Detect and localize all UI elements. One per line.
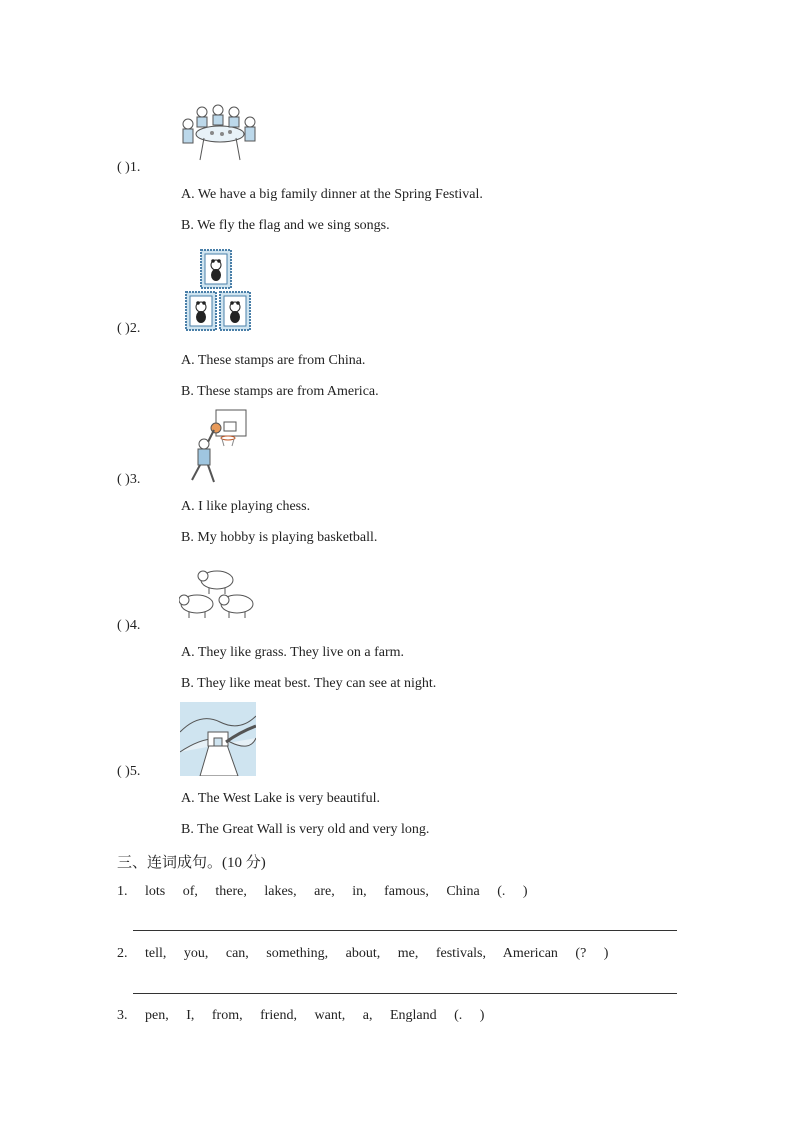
panda-stamps-picture [184, 248, 252, 334]
option-a: A. They like grass. They live on a farm. [181, 645, 405, 660]
option-b: B. My hobby is playing basketball. [181, 530, 378, 545]
section-title: 三、连词成句。(10 分) [117, 855, 266, 871]
family-dinner-picture [180, 104, 258, 162]
option-b: B. The Great Wall is very old and very long. [181, 822, 430, 837]
option-b: B. These stamps are from America. [181, 384, 379, 399]
option-b: B. We fly the flag and we sing songs. [181, 218, 390, 233]
answer-blank-1[interactable]: ( )1. [117, 160, 141, 175]
question-number: 4. [129, 618, 141, 633]
option-b: B. They like meat best. They can see at night. [181, 676, 437, 691]
great-wall-picture [180, 702, 256, 776]
question-number: 1. [129, 160, 141, 175]
question-number: 5. [129, 764, 141, 779]
option-a: A. The West Lake is very beautiful. [181, 791, 380, 806]
answer-blank-2[interactable]: ( )2. [117, 321, 141, 336]
answer-blank-3[interactable]: ( )3. [117, 472, 141, 487]
answer-blank-4[interactable]: ( )4. [117, 618, 141, 633]
sentence-item-3: 3. pen, I, from, friend, want, a, England (. ) [117, 1008, 485, 1023]
answer-line-1[interactable] [133, 930, 677, 931]
answer-blank-5[interactable]: ( )5. [117, 764, 141, 779]
sentence-item-2: 2. tell, you, can, something, about, me, festivals, American (? ) [117, 946, 609, 961]
question-number: 2. [129, 321, 141, 336]
answer-line-2[interactable] [133, 993, 677, 994]
option-a: A. I like playing chess. [181, 499, 311, 514]
option-a: A. These stamps are from China. [181, 353, 366, 368]
basketball-player-picture [186, 408, 250, 488]
option-a: A. We have a big family dinner at the Spring Festival. [181, 187, 483, 202]
sheep-picture [179, 566, 259, 620]
question-number: 3. [129, 472, 141, 487]
sentence-item-1: 1. lots of, there, lakes, are, in, famous, China (. ) [117, 884, 528, 899]
